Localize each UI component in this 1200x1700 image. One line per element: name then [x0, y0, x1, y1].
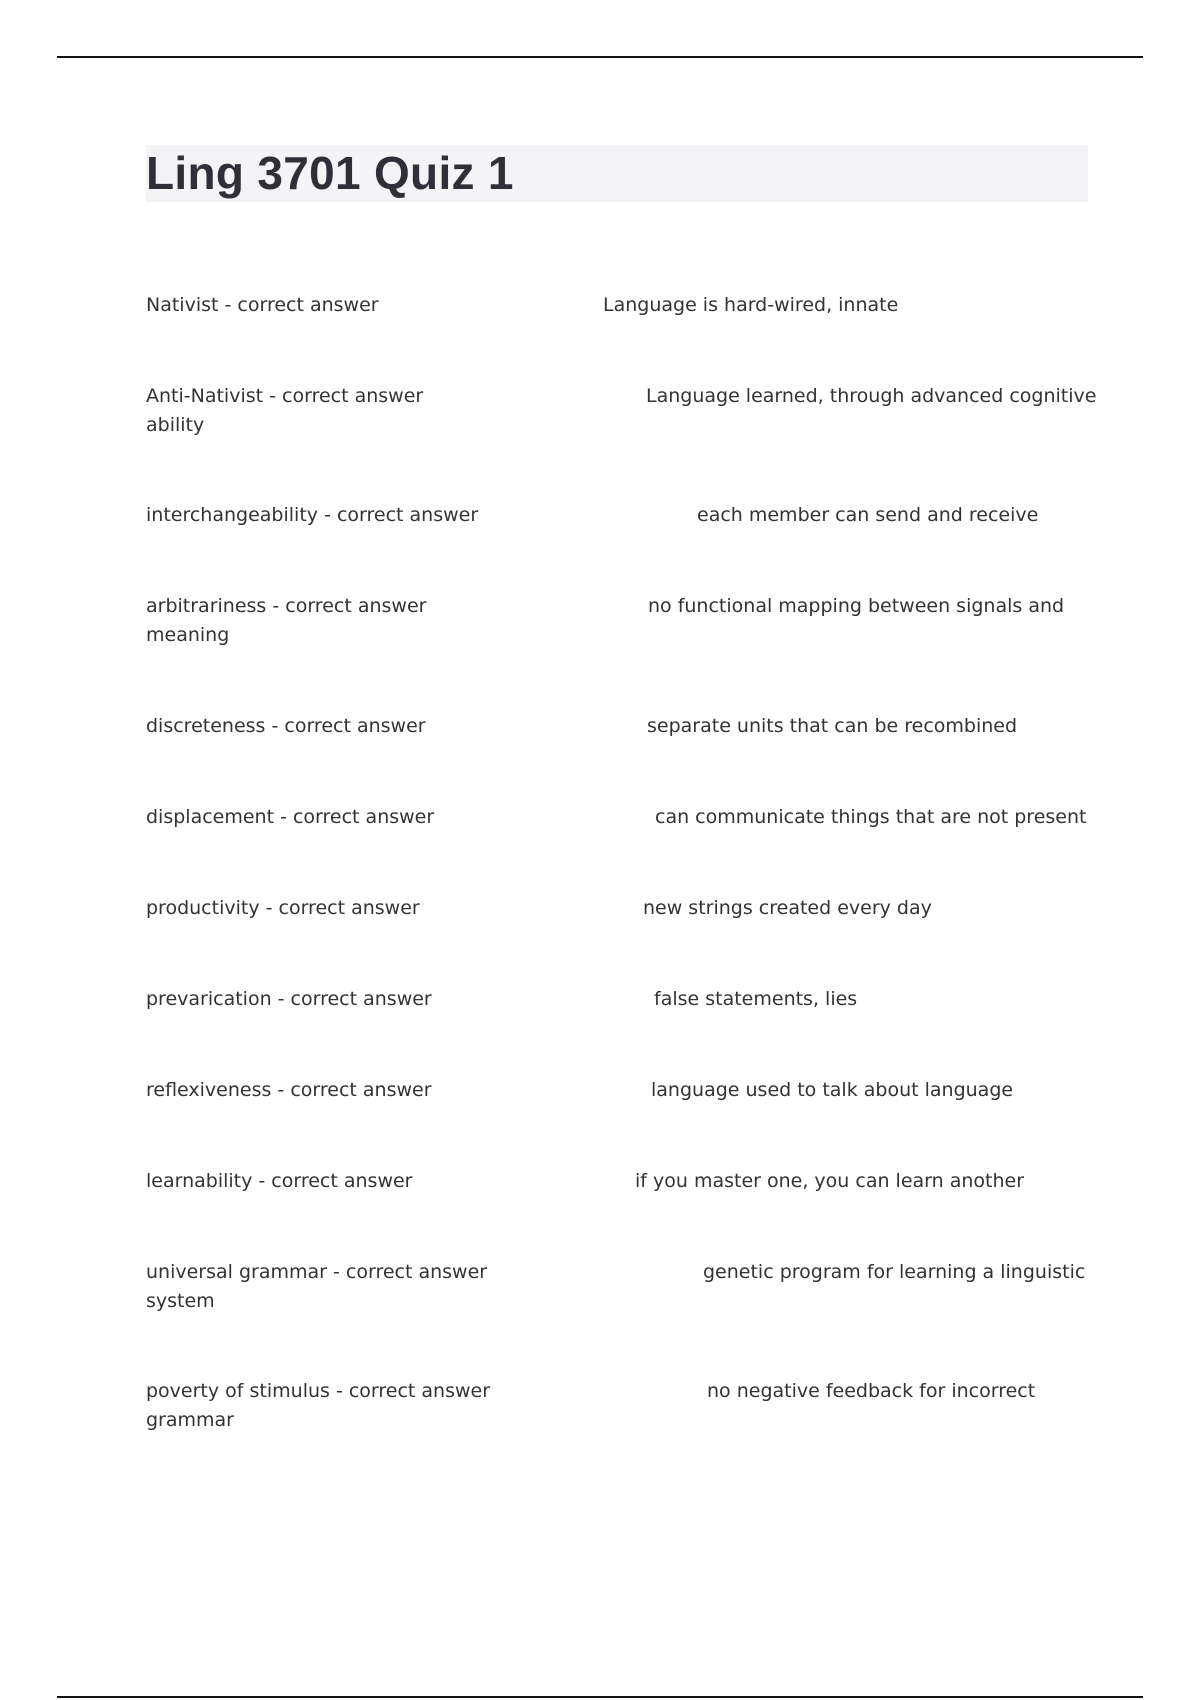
entry-term: arbitrariness - correct answer — [146, 595, 427, 617]
entry-term: interchangeability - correct answer — [146, 504, 479, 526]
entry-term: discreteness - correct answer — [146, 715, 426, 737]
entry-term: poverty of stimulus - correct answer — [146, 1380, 491, 1402]
entry-term: displacement - correct answer — [146, 806, 435, 828]
entry-term: learnability - correct answer — [146, 1170, 413, 1192]
entry-definition: each member can send and receive — [697, 504, 1039, 526]
entry-term: Anti-Nativist - correct answer — [146, 385, 424, 407]
entry-term: universal grammar - correct answer — [146, 1261, 488, 1283]
entry-definition: new strings created every day — [643, 897, 932, 919]
entry-definition: Language is hard-wired, innate — [603, 294, 899, 316]
entry-definition: if you master one, you can learn another — [635, 1170, 1025, 1192]
entry-term: productivity - correct answer — [146, 897, 420, 919]
entry-definition: language used to talk about language — [651, 1079, 1014, 1101]
entry-term: reflexiveness - correct answer — [146, 1079, 432, 1101]
entry-definition: false statements, lies — [654, 988, 858, 1010]
entry-definition-continuation: ability — [146, 414, 205, 436]
bottom-rule — [57, 1696, 1143, 1698]
entry-definition-continuation: grammar — [146, 1409, 234, 1431]
entry-definition-continuation: system — [146, 1290, 215, 1312]
entry-definition: genetic program for learning a linguistic — [703, 1261, 1086, 1283]
entry-term: Nativist - correct answer — [146, 294, 379, 316]
entry-definition: no negative feedback for incorrect — [707, 1380, 1036, 1402]
entry-definition: Language learned, through advanced cognitive — [646, 385, 1097, 407]
entry-definition: no functional mapping between signals and — [648, 595, 1065, 617]
entry-term: prevarication - correct answer — [146, 988, 432, 1010]
entry-definition: can communicate things that are not present — [655, 806, 1087, 828]
top-rule — [57, 56, 1143, 58]
document-title: Ling 3701 Quiz 1 — [146, 147, 514, 199]
entry-definition-continuation: meaning — [146, 624, 230, 646]
entry-definition: separate units that can be recombined — [647, 715, 1018, 737]
